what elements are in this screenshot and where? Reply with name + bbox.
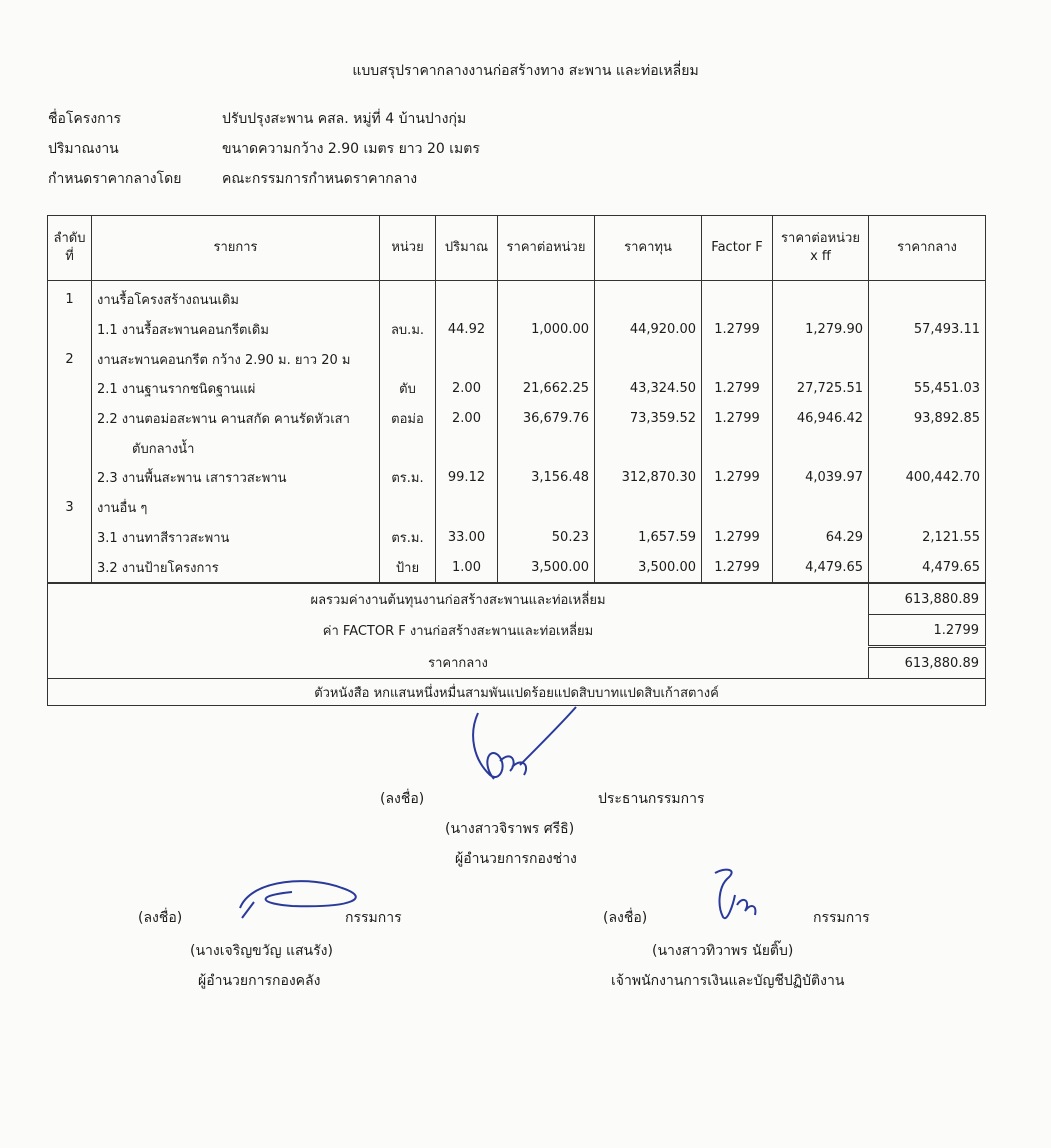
header-item: รายการ: [92, 216, 380, 281]
header-unit-price: ราคาต่อหน่วย: [498, 216, 595, 281]
page-title: แบบสรุปราคากลางงานก่อสร้างทาง สะพาน และท่อเหลี่ยม: [352, 63, 699, 79]
total-value: 613,880.89: [869, 584, 986, 615]
project-name-label: ชื่อโครงการ: [48, 111, 122, 127]
member2-name: (นางสาวทิวาพร นัยติ๊บ): [652, 943, 794, 959]
table-header-row: [48, 216, 986, 281]
header-no: ลำดับ ที่: [48, 216, 92, 281]
factor-label: ค่า FACTOR F งานก่อสร้างสะพานและท่อเหลี่ยม: [48, 615, 869, 647]
factor-value: 1.2799: [869, 615, 986, 647]
quantity-value: ขนาดความกว้าง 2.90 เมตร ยาว 20 เมตร: [222, 141, 480, 157]
header-qty: ปริมาณ: [436, 216, 498, 281]
header-unit-ff: ราคาต่อหน่วย x ff: [773, 216, 869, 281]
table-row: 2 งานสะพานคอนกรีต กว้าง 2.90 ม. ยาว 20 ม: [48, 344, 986, 374]
chair-name: (นางสาวจิราพร ศรีธิ): [445, 821, 575, 837]
setby-label: กำหนดราคากลางโดย: [48, 171, 182, 187]
member1-name: (นางเจริญขวัญ แสนรัง): [190, 943, 333, 959]
summary-median-row: [48, 647, 986, 679]
table-row: 1.1 งานรื้อสะพานคอนกรีตเดิม ลบ.ม. 44.92 1,000.00 44,920.00 1.2799 1,279.90 57,493.11: [48, 315, 986, 345]
chair-sign-label: (ลงชื่อ): [380, 791, 425, 807]
setby-value: คณะกรรมการกำหนดราคากลาง: [222, 171, 418, 187]
table-row: 3.2 งานป้ายโครงการ ป้าย 1.00 3,500.00 3,500.00 1.2799 4,479.65 4,479.65: [48, 552, 986, 582]
median-label: ราคากลาง: [48, 647, 869, 679]
table-row: 2.1 งานฐานรากชนิดฐานแผ่ ตับ 2.00 21,662.25 43,324.50 1.2799 27,725.51 55,451.03: [48, 374, 986, 404]
amount-in-words: ตัวหนังสือ หกแสนหนึ่งหมื่นสามพันแปดร้อยแปดสิบบาทแปดสิบเก้าสตางค์: [48, 679, 986, 706]
member2-signature: [705, 865, 765, 925]
member1-role: กรรมการ: [345, 910, 402, 926]
summary-total-row: [48, 584, 986, 615]
chair-signature: [460, 705, 580, 795]
member2-sign-label: (ลงชื่อ): [603, 910, 648, 926]
summary-text-row: [48, 679, 986, 706]
member1-sign-label: (ลงชื่อ): [138, 910, 183, 926]
header-unit: หน่วย: [380, 216, 436, 281]
member1-position: ผู้อำนวยการกองคลัง: [198, 973, 321, 989]
header-median: ราคากลาง: [869, 216, 986, 281]
table-row: 3.1 งานทาสีราวสะพาน ตร.ม. 33.00 50.23 1,657.59 1.2799 64.29 2,121.55: [48, 523, 986, 553]
summary-table: [47, 583, 986, 706]
header-cost: ราคาทุน: [595, 216, 702, 281]
table-row: 2.3 งานพื้นสะพาน เสาราวสะพาน ตร.ม. 99.12 3,156.48 312,870.30 1.2799 4,039.97 400,442.70: [48, 463, 986, 493]
median-value: 613,880.89: [869, 647, 986, 679]
price-table: [47, 215, 986, 583]
header-factor: Factor F: [702, 216, 773, 281]
table-row: ตับกลางน้ำ: [48, 433, 986, 463]
table-row: 2.2 งานตอม่อสะพาน คานสกัด คานรัดหัวเสา ตอม่อ 2.00 36,679.76 73,359.52 1.2799 46,946.42 93,892.85: [48, 404, 986, 434]
quantity-label: ปริมาณงาน: [48, 141, 119, 157]
chair-role: ประธานกรรมการ: [598, 791, 705, 807]
table-row: 1 งานรื้อโครงสร้างถนนเดิม: [48, 281, 986, 315]
summary-factor-row: [48, 615, 986, 647]
chair-position: ผู้อำนวยการกองช่าง: [455, 851, 577, 867]
member2-position: เจ้าพนักงานการเงินและบัญชีปฏิบัติงาน: [611, 973, 845, 989]
member2-role: กรรมการ: [813, 910, 870, 926]
table-row: 3 งานอื่น ๆ: [48, 493, 986, 523]
project-name-value: ปรับปรุงสะพาน คสล. หมู่ที่ 4 บ้านปางกุ่ม: [222, 111, 467, 127]
total-label: ผลรวมค่างานต้นทุนงานก่อสร้างสะพานและท่อเหลี่ยม: [48, 584, 869, 615]
